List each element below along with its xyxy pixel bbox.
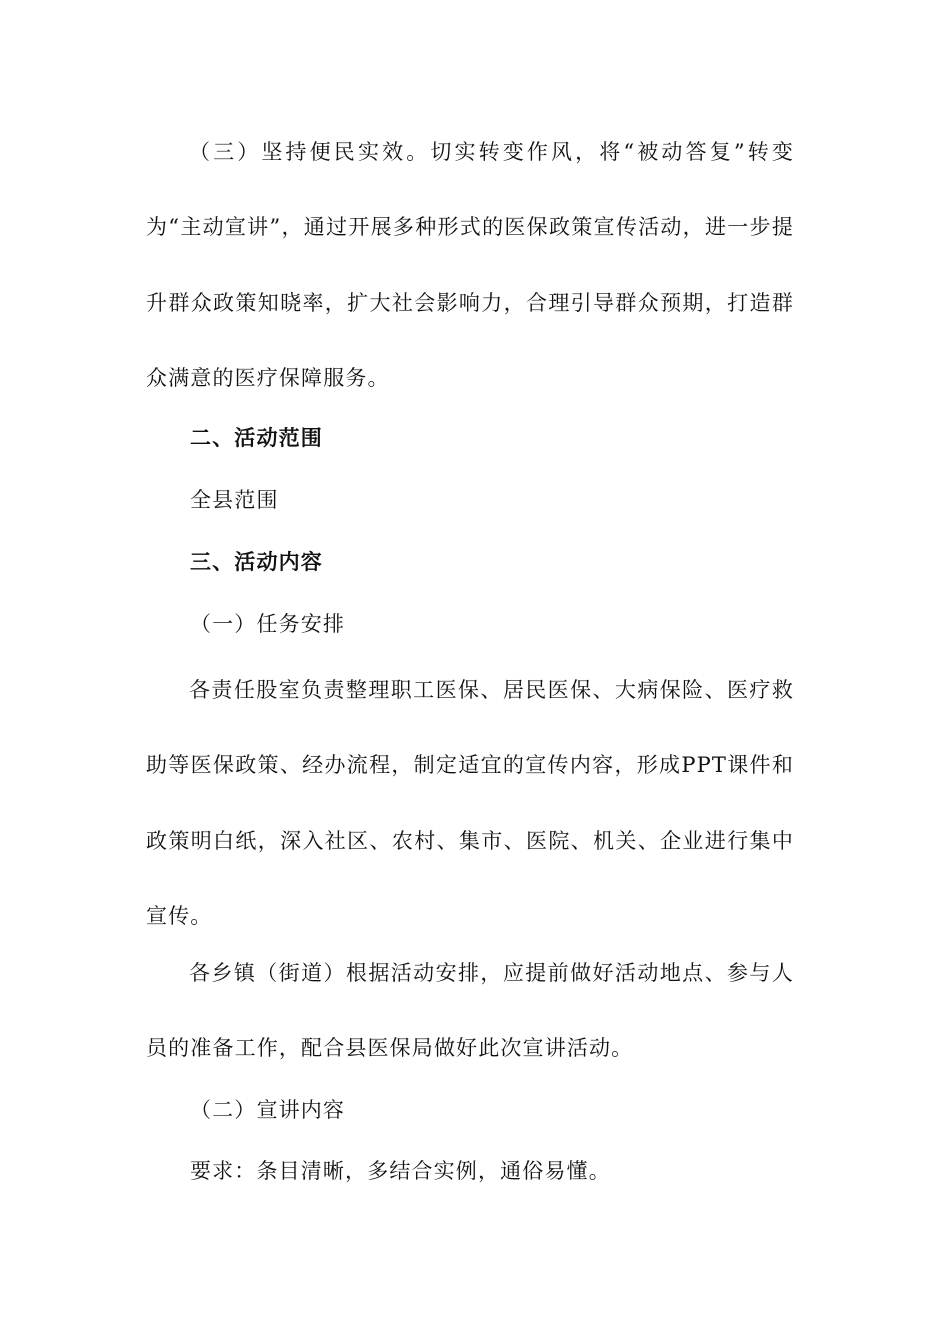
text-activity-scope: 全县范围 [190, 488, 279, 512]
subheading-lecture-content: （二）宣讲内容 [190, 1098, 346, 1122]
text-lecture-requirements: 要求：条目清晰，多结合实例，通俗易懂。 [190, 1159, 611, 1183]
paragraph-task-departments: 各责任股室负责整理职工医保、居民医保、大病保险、医疗救助等医保政策、经办流程，制定适宜的宣传内容，形成PPT课件和政策明白纸，深入社区、农村、集市、医院、机关、企业进行集中宣传。 [146, 678, 794, 928]
paragraph-principle-convenience: （三）坚持便民实效。切实转变作风，将“被动答复”转变为“主动宣讲”，通过开展多种形式的医保政策宣传活动，进一步提升群众政策知晓率，扩大社会影响力，合理引导群众预期，打造群众满意的医疗保障服务。 [146, 140, 794, 390]
section-heading-activity-scope: 二、活动范围 [190, 426, 323, 450]
section-heading-activity-content: 三、活动内容 [190, 550, 323, 574]
paragraph-task-townships: 各乡镇（街道）根据活动安排，应提前做好活动地点、参与人员的准备工作，配合县医保局做好此次宣讲活动。 [146, 961, 794, 1061]
subheading-task-arrangement: （一）任务安排 [190, 612, 346, 636]
